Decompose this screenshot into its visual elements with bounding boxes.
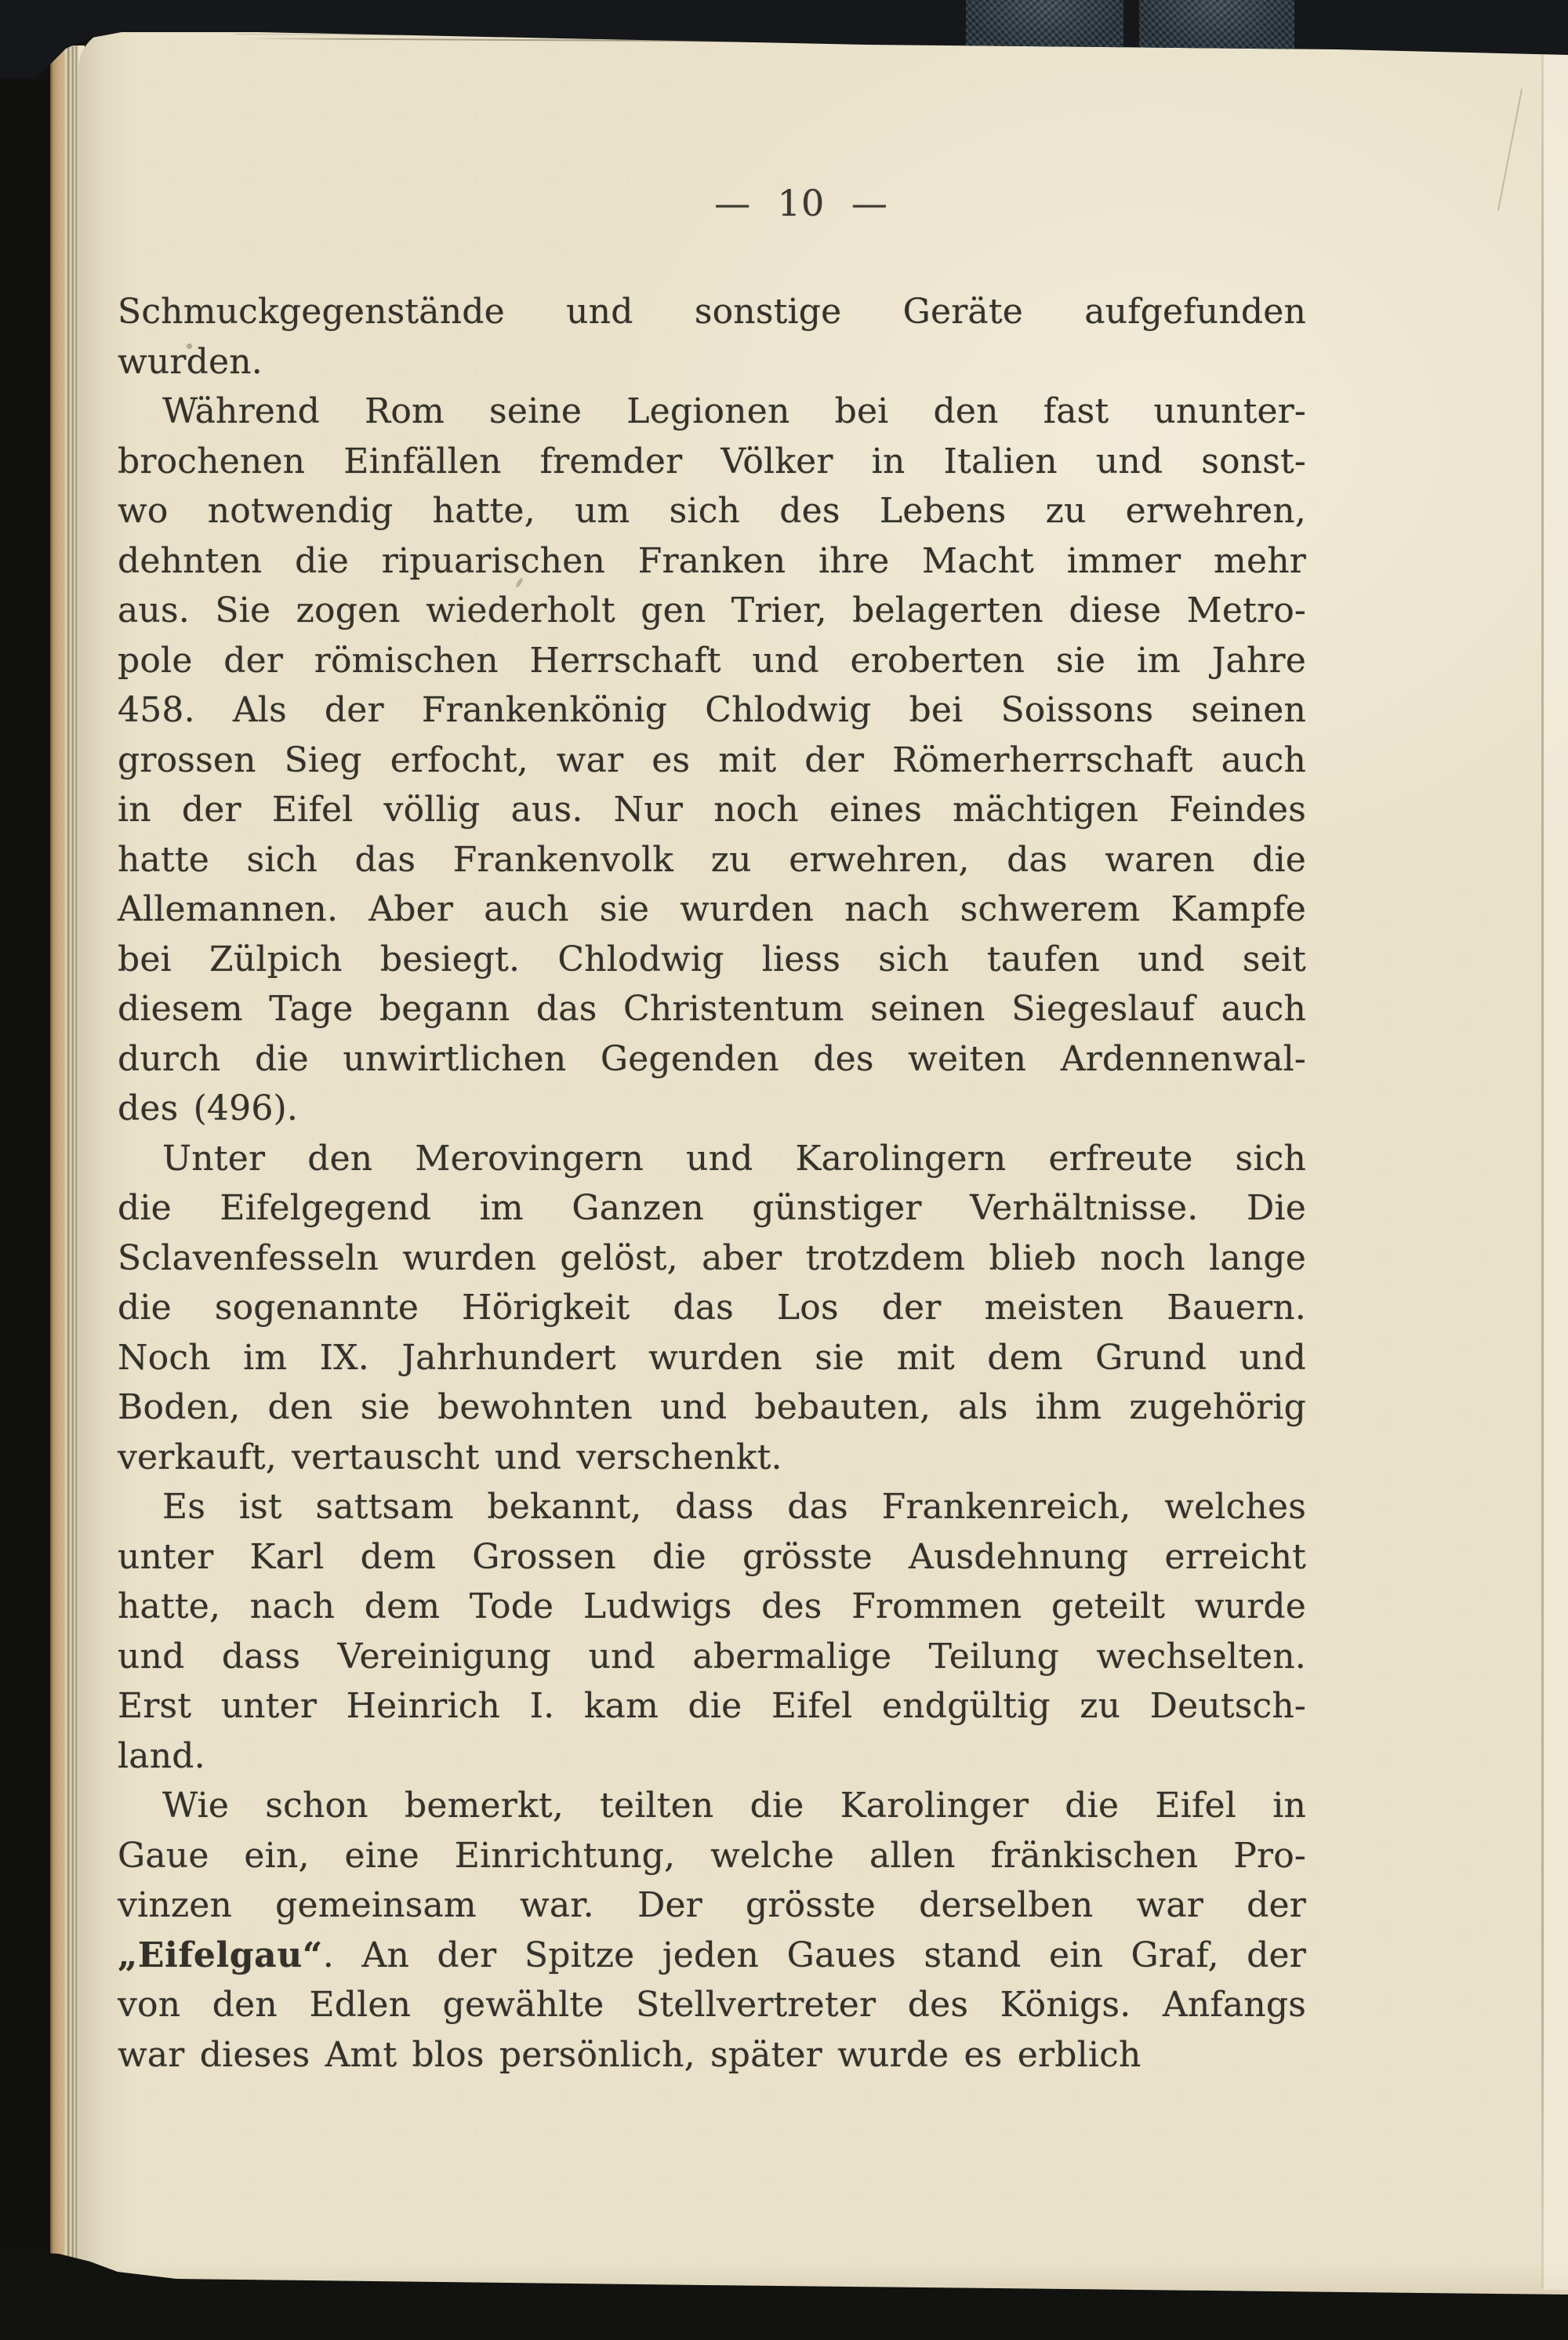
text-line: Es ist sattsam bekannt, dass das Frankenreich, welches: [162, 1487, 1306, 1527]
text-line: Unter den Merovingern und Karolingern erfreute sich: [162, 1138, 1306, 1179]
text-line: hatte sich das Frankenvolk zu erwehren, das waren die: [118, 839, 1306, 880]
text-line: Schmuckgegenstände und sonstige Geräte aufgefunden: [118, 292, 1306, 332]
text-line: grossen Sieg erfocht, war es mit der Römerherrschaft auch: [118, 739, 1306, 780]
page-crease-line: [1541, 52, 1544, 2288]
text-line: Allemannen. Aber auch sie wurden nach schwerem Kampfe: [118, 889, 1306, 929]
text-line: verkauft, vertauscht und verschenkt.: [118, 1437, 782, 1477]
text-line: pole der römischen Herrschaft und eroberten sie im Jahre: [118, 640, 1306, 681]
text-line: von den Edlen gewählte Stellvertreter des Königs. Anfangs: [118, 1985, 1306, 2025]
text-line: Noch im IX. Jahrhundert wurden sie mit dem Grund und: [118, 1337, 1306, 1378]
text-block: [118, 287, 1306, 2080]
text-line: dehnten die ripuarischen Franken ihre Macht immer mehr: [118, 540, 1306, 581]
text-line: Erst unter Heinrich I. kam die Eifel endgültig zu Deutsch-: [118, 1686, 1306, 1726]
text-line: unter Karl dem Grossen die grösste Ausdehnung erreicht: [118, 1536, 1306, 1577]
text-line: wurden.: [118, 341, 263, 382]
text-line: bei Zülpich besiegt. Chlodwig liess sich taufen und seit: [118, 939, 1306, 979]
text-line: des (496).: [118, 1088, 299, 1128]
text-line: die Eifelgegend im Ganzen günstiger Verhältnisse. Die: [118, 1188, 1306, 1228]
text-line: war dieses Amt blos persönlich, später wurde es erblich: [118, 2034, 1142, 2075]
text-line: diesem Tage begann das Christentum seinen Siegeslauf auch: [118, 989, 1306, 1029]
text-line: 458. Als der Frankenkönig Chlodwig bei Soissons seinen: [118, 690, 1306, 730]
book-spine-leather: [1139, 0, 1294, 52]
text-line: in der Eifel völlig aus. Nur noch eines mächtigen Feindes: [118, 790, 1306, 830]
text-line: „Eifelgau“. An der Spitze jeden Gaues stand ein Graf, der: [118, 1935, 1306, 1975]
text-line: brochenen Einfällen fremder Völker in Italien und sonst-: [118, 441, 1306, 481]
text-line: Wie schon bemerkt, teilten die Karolinger die Eifel in: [162, 1786, 1306, 1826]
page-right-edge: [1544, 47, 1568, 2290]
page-number: — 10 —: [714, 182, 888, 224]
text-line: land.: [118, 1735, 205, 1776]
text-line: hatte, nach dem Tode Ludwigs des Frommen geteilt wurde: [118, 1586, 1306, 1626]
text-line: Sclavenfesseln wurden gelöst, aber trotzdem blieb noch lange: [118, 1237, 1306, 1278]
text-line: Gaue ein, eine Einrichtung, welche allen fränkischen Pro-: [118, 1835, 1306, 1876]
text-line: aus. Sie zogen wiederholt gen Trier, belagerten diese Metro-: [118, 590, 1306, 630]
text-line: die sogenannte Hörigkeit das Los der meisten Bauern.: [118, 1288, 1306, 1328]
book-spine-leather: [966, 0, 1123, 52]
emphasis-word: „Eifelgau“: [118, 1935, 323, 1975]
text-line: wo notwendig hatte, um sich des Lebens zu erwehren,: [118, 491, 1306, 531]
text-line: Boden, den sie bewohnten und bebauten, als ihm zugehörig: [118, 1387, 1306, 1427]
text-line: vinzen gemeinsam war. Der grösste derselben war der: [118, 1885, 1306, 1925]
text-line: durch die unwirtlichen Gegenden des weiten Ardennenwal-: [118, 1038, 1306, 1079]
text-line: und dass Vereinigung und abermalige Teilung wechselten.: [118, 1636, 1306, 1677]
text-line: Während Rom seine Legionen bei den fast ununter-: [162, 391, 1306, 431]
